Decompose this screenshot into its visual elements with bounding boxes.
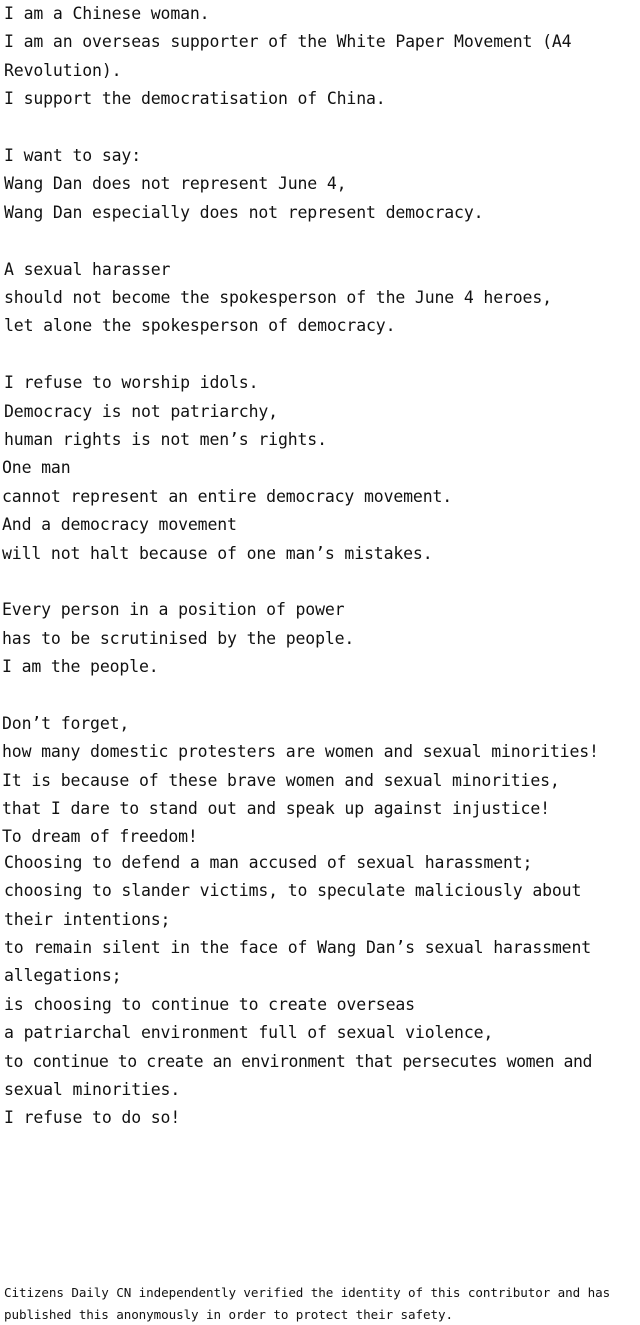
- text-line: It is because of these brave women and sexual minorities,: [2, 770, 560, 790]
- paragraph-identity: [0, 0, 640, 114]
- text-line: a patriarchal environment full of sexual violence,: [4, 1023, 494, 1043]
- paragraph-spacer: [0, 568, 640, 596]
- text-line: One man: [2, 458, 71, 478]
- text-line: how many domestic protesters are women and sexual minorities!: [2, 742, 599, 762]
- text-line: Choosing to defend a man accused of sexual harassment;: [4, 852, 533, 872]
- text-line: And a democracy movement: [2, 515, 237, 535]
- text-line: choosing to slander victims, to speculate maliciously about: [4, 881, 582, 901]
- verification-footnote: Citizens Daily CN independently verified the identity of this contributor and has published this anonymously in order to protect their safety.: [4, 1285, 611, 1322]
- text-line: has to be scrutinised by the people.: [2, 628, 355, 648]
- text-line: I am an overseas supporter of the White Paper Movement (A4: [4, 32, 572, 52]
- text-line: to continue to create an environment that persecutes women and: [4, 1051, 592, 1071]
- paragraph-power: [0, 596, 640, 681]
- text-line: I support the democratisation of China.: [4, 89, 386, 109]
- text-line: human rights is not men’s rights.: [4, 430, 327, 450]
- paragraph-refusal: [0, 849, 640, 1133]
- paragraph-protesters: [0, 710, 640, 849]
- text-line: I refuse to do so!: [4, 1108, 181, 1128]
- text-line: Wang Dan especially does not represent democracy.: [4, 202, 484, 222]
- paragraph-idols: [0, 369, 640, 454]
- text-line: is choosing to continue to create overseas: [4, 994, 415, 1014]
- text-line: their intentions;: [4, 909, 171, 929]
- text-line: allegations;: [4, 966, 122, 986]
- text-line: I am the people.: [2, 657, 159, 677]
- text-line: cannot represent an entire democracy movement.: [2, 486, 453, 506]
- text-line: A sexual harasser: [4, 259, 171, 279]
- text-line: will not halt because of one man’s mistakes.: [2, 543, 433, 563]
- text-line: let alone the spokesperson of democracy.: [4, 316, 396, 336]
- paragraph-spokesperson: [0, 256, 640, 341]
- paragraph-spacer: [0, 227, 640, 255]
- paragraph-spacer: [0, 114, 640, 142]
- paragraph-one-man: [0, 454, 640, 568]
- text-line: Revolution).: [4, 60, 122, 80]
- text-line: to remain silent in the face of Wang Dan’s sexual harassment: [4, 937, 592, 957]
- text-line: I am a Chinese woman.: [4, 4, 210, 23]
- text-line: Wang Dan does not represent June 4,: [4, 174, 347, 194]
- text-line: I want to say:: [4, 146, 141, 166]
- paragraph-statement: [0, 142, 640, 227]
- paragraph-spacer: [0, 341, 640, 369]
- text-line: Democracy is not patriarchy,: [4, 401, 278, 421]
- text-line: sexual minorities.: [4, 1079, 181, 1099]
- paragraph-spacer: [0, 682, 640, 710]
- text-line: should not become the spokesperson of the June 4 heroes,: [4, 288, 552, 308]
- text-line: that I dare to stand out and speak up against injustice!: [2, 799, 550, 819]
- text-line: To dream of freedom!: [2, 826, 198, 846]
- text-line: I refuse to worship idols.: [4, 373, 259, 393]
- text-line: Every person in a position of power: [2, 600, 345, 620]
- text-line: Don’t forget,: [2, 714, 130, 734]
